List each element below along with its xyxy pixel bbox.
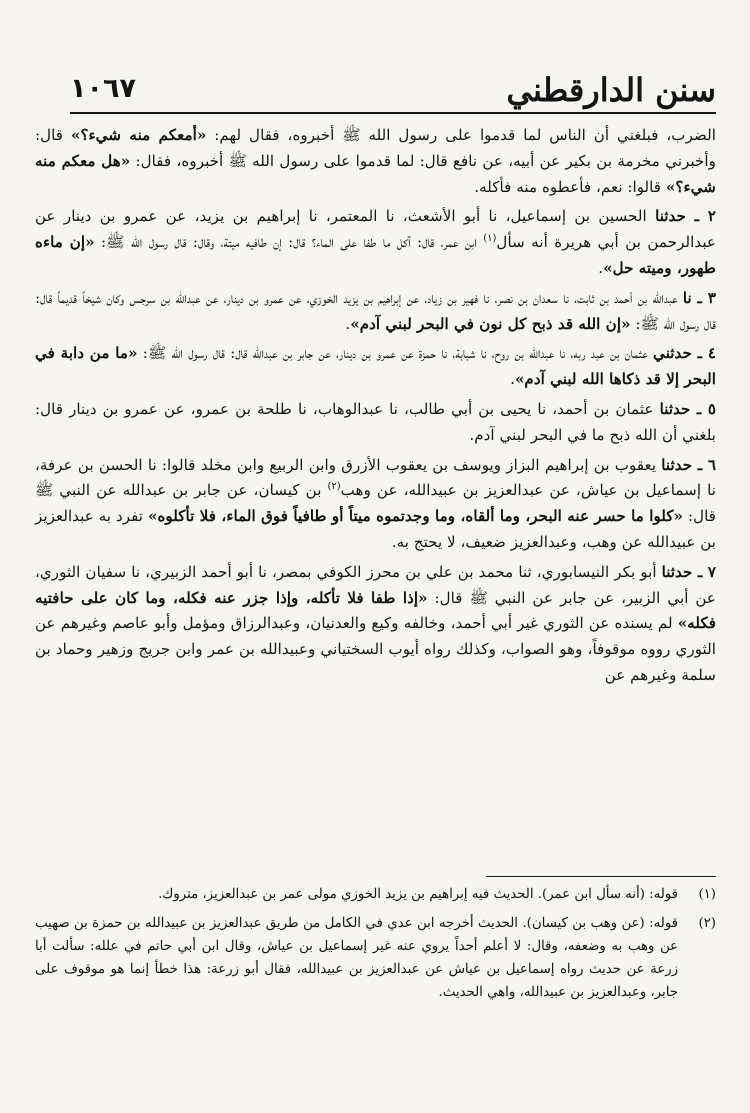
paragraph-text: بن كيسان، عن جابر بن عبدالله عن النبي ﷺ قال: [35, 481, 716, 526]
paragraph-text: . [510, 370, 515, 389]
paragraph-text: تفرد به عبدالعزيز بن عبيدالله عن وهب، وعبدالعزيز ضعيف، لا يحتج به. [35, 507, 716, 551]
paragraph-text: عبدالله بن أحمد بن ثابت، نا سعدان بن نصر، نا فهير بن زياد، عن إبراهيم بن يزيد الخوزي، عن عمرو بن دينار، عن عبدالله بن سرجس وكان شيخاً قديماً قال: قال رسول الله ﷺ: [35, 288, 716, 333]
paragraph-text: الحسين بن إسماعيل، نا أبو الأشعث، نا المعتمر، نا إبراهيم بن يزيد، عن عمرو بن دينار عن عبدالرحمن بن أبي هريرة أنه سأل [35, 207, 716, 252]
footnote-text: قوله: (أنه سأل ابن عمر). الحديث فيه إبراهيم بن يزيد الخوزي مولى عمر بن عبدالعزيز، متروك. [158, 887, 678, 902]
bold-text: ٦ ـ حدثنا [661, 455, 716, 474]
paragraph-text: الضرب، فبلغني أن الناس لما قدموا على رسول الله ﷺ أخبروه، فقال لهم: [206, 126, 717, 144]
bold-text: «كلوا ما حسر عنه البحر، وما ألقاه، وما وجدتموه ميتاً أو طافياً فوق الماء، فلا تأكلوه» [147, 507, 684, 526]
paragraph-text: لم يسنده عن الثوري غير أبي أحمد، وخالفه وكيع والعدنيان، وعبدالرزاق ومؤمل وأبو عاصم وغيرهم عن الثوري رووه موقوفاً، وهو الصواب، وكذلك رواه أيوب السختياني وعبيدالله بن عمر وابن جريج وزهير وحماد بن سلمة وغيرهم عن [35, 614, 716, 684]
bold-text: «أمعكم منه شيء؟» [70, 126, 207, 144]
paragraph-text: ابن عمر، قال: آكل ما طفا على الماء؟ قال: إن طافيه ميتة، وقال: قال رسول الله ﷺ: [94, 233, 484, 252]
main-text [35, 123, 716, 689]
bold-text: «هل معكم منه شيء؟» [35, 151, 716, 196]
bold-text: «إن ماءه طهور، وميته حل» [35, 233, 716, 277]
paragraph-text: أبو بكر النيسابوري، ثنا محمد بن علي بن محرز الكوفي بمصر، نا أبو أحمد الزبيري، نا سفيان الثوري، عن أبي الزبير، عن جابر عن النبي ﷺ قال: [35, 562, 716, 607]
book-title: سنن الدارقطني [506, 71, 716, 109]
footnote [35, 912, 716, 1004]
footnote-number: (١) [698, 887, 716, 902]
paragraph-text: . [598, 258, 604, 277]
paragraph-text: قال: وأخبرني مخرمة بن بكير عن أبيه، عن نافع قال: لما قدموا على رسول الله ﷺ أخبروه، فقال: [35, 126, 716, 170]
footnote-divider [486, 876, 716, 877]
footnote-number: (٢) [698, 916, 716, 931]
footnotes [35, 883, 716, 1004]
paragraph-text: عثمان بن عبد ربه، نا عبدالله بن روح، نا شبابة، نا حمزة عن عمرو بن دينار، عن جابر بن عبدالله قال: قال رسول الله ﷺ: [137, 344, 654, 363]
bold-text: ٧ ـ حدثنا [661, 562, 717, 581]
bold-text: ٥ ـ حدثنا [659, 399, 716, 418]
bold-text: ٢ ـ حدثنا [655, 207, 716, 226]
page-header [70, 60, 716, 114]
page-number: ١٠٦٧ [70, 73, 136, 104]
bold-text: «إذا طفا فلا تأكله، وإذا جزر عنه فكله، وما كان على حافتيه فكله» [35, 588, 716, 633]
footnote-text: قوله: (عن وهب بن كيسان). الحديث أخرجه ابن عدي في الكامل من طريق عبدالعزيز بن عبيدالله بن حمزة بن صهيب عن وهب به وضعفه، وقال: لا أعلم أحداً يروي عنه غير إسماعيل بن عياش، وقال ابن أبي حاتم في علله: سألت أبا زرعة عن حديث رواه إسماعيل بن عياش عن عبدالعزيز بن عبيدالله، فقال أبو زرعة: هذا خطأ إنما هو موقوف على جابر، وعبدالعزيز بن عبيدالله، واهي الحديث. [35, 916, 678, 1000]
bold-text: «إن الله قد ذبح كل نون في البحر لبني آدم» [350, 314, 631, 333]
footnote-reference: (١) [483, 233, 497, 245]
hadith-paragraph [35, 286, 716, 338]
hadith-paragraph [35, 453, 716, 556]
paragraph-text: قالوا: نعم، فأعطوه منه فأكله. [474, 177, 666, 196]
paragraph-text: . [345, 314, 351, 333]
paragraph-text: عثمان بن أحمد، نا يحيى بن أبي طالب، نا عبدالوهاب، نا طلحة بن عمرو، عن عمرو بن دينار قال: بلغني أن الله ذبح ما في البحر لبني آدم. [35, 399, 716, 444]
hadith-paragraph [35, 560, 716, 689]
footnote-reference: (٢) [327, 481, 341, 493]
hadith-paragraph [35, 397, 716, 449]
hadith-paragraph [35, 341, 716, 393]
hadith-paragraph [35, 123, 716, 200]
bold-text: «ما من دابة في البحر إلا قد ذكاها الله لبني آدم» [35, 344, 716, 389]
footnote [35, 883, 716, 906]
bold-text: ٣ ـ نا [682, 288, 716, 307]
bold-text: ٤ ـ حدثني [653, 344, 716, 363]
hadith-paragraph [35, 204, 716, 281]
paragraph-text: يعقوب بن إبراهيم البزاز ويوسف بن يعقوب الأزرق وابن الربيع وابن مخلد قالوا: نا الحسن بن عرفة، نا إسماعيل بن عياش، عن عبدالعزيز بن عبيدالله، عن وهب [35, 455, 716, 500]
